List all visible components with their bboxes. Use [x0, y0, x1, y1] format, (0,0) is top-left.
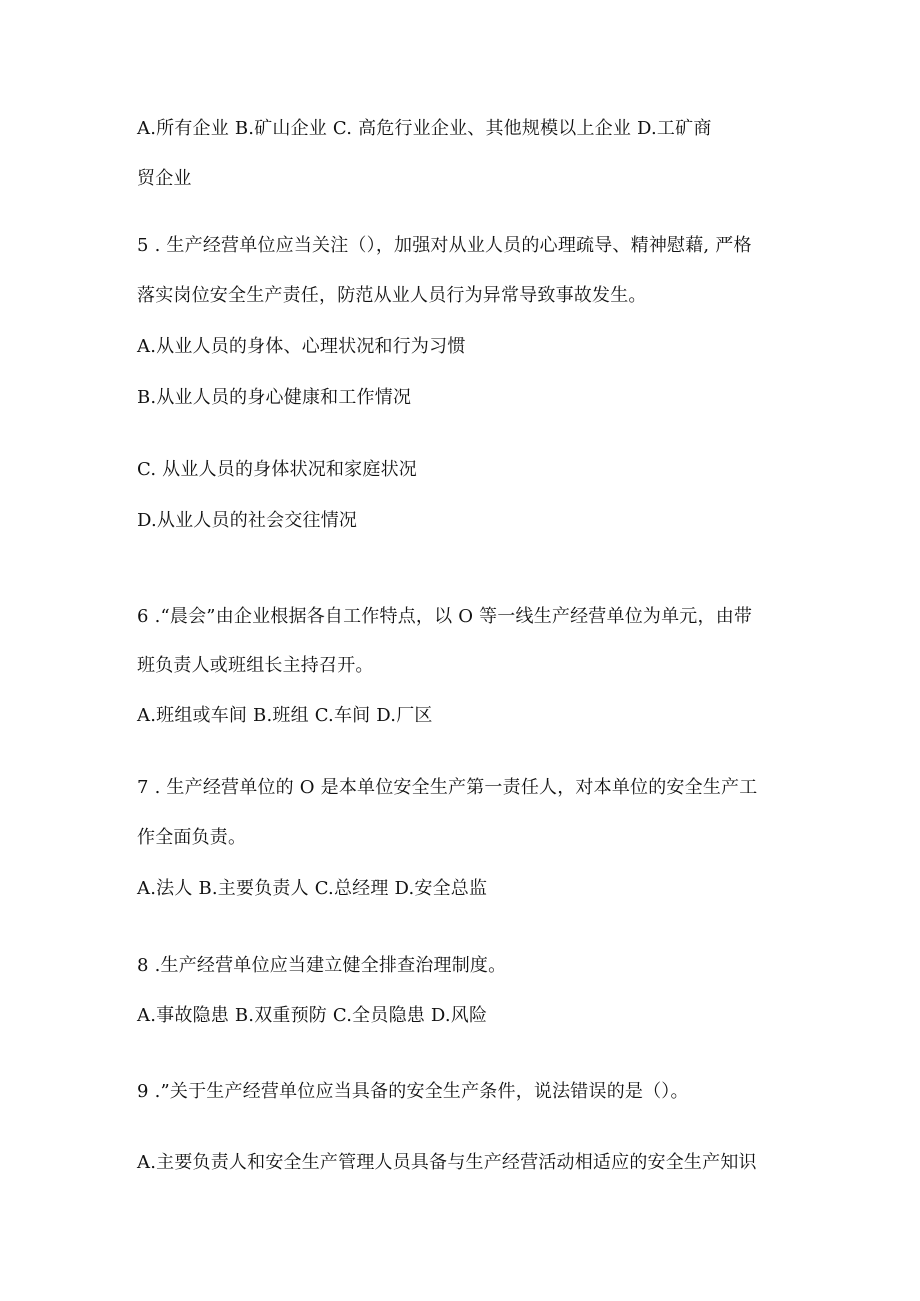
q4-options-line-1: A.所有企业 B.矿山企业 C. 高危行业企业、其他规模以上企业 D.工矿商 — [137, 118, 712, 139]
q6-stem-line-1: 6 .“晨会”由企业根据各自工作特点，以 O 等一线生产经营单位为单元，由带 — [137, 606, 753, 627]
q9-option-a: A.主要负责人和安全生产管理人员具备与生产经营活动相适应的安全生产知识 — [137, 1152, 757, 1173]
q5-stem-line-1: 5 . 生产经营单位应当关注（），加强对从业人员的心理疏导、精神慰藉, 严格 — [137, 235, 752, 256]
q6-stem-line-2: 班负责人或班组长主持召开。 — [137, 655, 374, 676]
q5-option-c: C. 从业人员的身体状况和家庭状况 — [137, 459, 417, 480]
q7-options: A.法人 B.主要负责人 C.总经理 D.安全总监 — [137, 878, 488, 899]
q7-stem-line-1: 7 . 生产经营单位的 O 是本单位安全生产第一责任人，对本单位的安全生产工 — [137, 777, 758, 798]
q6-options: A.班组或车间 B.班组 C.车间 D.厂区 — [137, 705, 433, 726]
q8-stem: 8 .生产经营单位应当建立健全排查治理制度。 — [137, 955, 507, 976]
q5-option-b: B.从业人员的身心健康和工作情况 — [137, 387, 412, 408]
q5-option-a: A.从业人员的身体、心理状况和行为习惯 — [137, 336, 466, 357]
q9-stem: 9 .”关于生产经营单位应当具备的安全生产条件，说法错误的是（）。 — [137, 1081, 689, 1102]
q5-option-d: D.从业人员的社会交往情况 — [137, 510, 358, 531]
q4-options-line-2: 贸企业 — [137, 168, 192, 189]
q8-options: A.事故隐患 B.双重预防 C.全员隐患 D.风险 — [137, 1005, 488, 1026]
q5-stem-line-2: 落实岗位安全生产责任，防范从业人员行为异常导致事故发生。 — [137, 285, 647, 306]
q7-stem-line-2: 作全面负责。 — [137, 827, 247, 848]
